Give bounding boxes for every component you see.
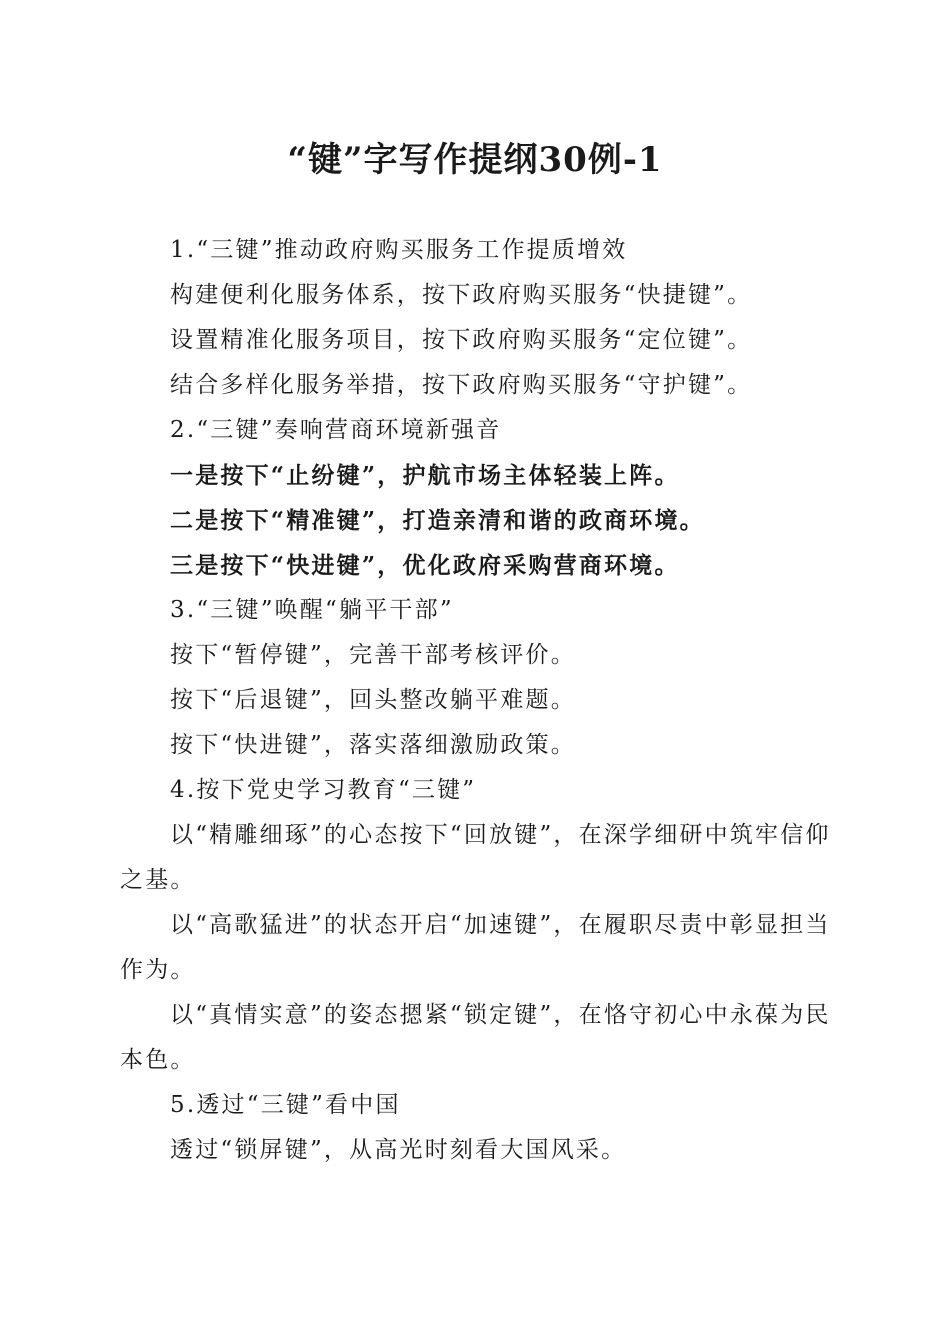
paragraph: 三是按下“快进键”，优化政府采购营商环境。 [170, 552, 680, 579]
heading-2: 2.“三键”奏响营商环境新强音 [170, 417, 502, 443]
paragraph: 构建便利化服务体系，按下政府购买服务“快捷键”。 [170, 282, 753, 308]
paragraph: 以“真情实意”的姿态摁紧“锁定键”，在恪守初心中永葆为民本色。 [120, 1002, 831, 1073]
paragraph: 按下“快进键”，落实落细激励政策。 [170, 732, 576, 758]
paragraph: 按下“暂停键”，完善干部考核评价。 [170, 642, 576, 668]
paragraph: 透过“锁屏键”，从高光时刻看大国风采。 [170, 1137, 627, 1163]
paragraph: 设置精准化服务项目，按下政府购买服务“定位键”。 [170, 327, 753, 353]
paragraph: 结合多样化服务举措，按下政府购买服务“守护键”。 [170, 372, 753, 398]
paragraph: 二是按下“精准键”，打造亲清和谐的政商环境。 [170, 507, 705, 534]
heading-4: 4.按下党史学习教育“三键” [170, 777, 477, 803]
heading-5: 5.透过“三键”看中国 [170, 1092, 401, 1118]
document-body [120, 228, 832, 1173]
paragraph: 以“高歌猛进”的状态开启“加速键”，在履职尽责中彰显担当作为。 [120, 912, 831, 983]
paragraph: 一是按下“止纷键”，护航市场主体轻装上阵。 [170, 462, 680, 489]
document-title: “键”字写作提纲30例-1 [287, 140, 663, 180]
paragraph: 按下“后退键”，回头整改躺平难题。 [170, 687, 576, 713]
heading-3: 3.“三键”唤醒“躺平干部” [170, 597, 454, 623]
paragraph: 以“精雕细琢”的心态按下“回放键”，在深学细研中筑牢信仰之基。 [120, 822, 831, 893]
heading-1: 1.“三键”推动政府购买服务工作提质增效 [170, 237, 628, 263]
